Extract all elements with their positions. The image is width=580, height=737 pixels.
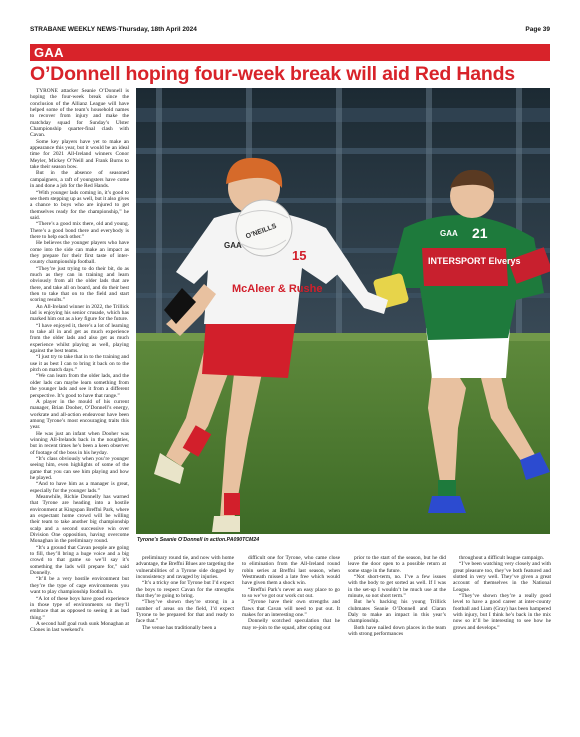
tyrone-jersey-sponsor: McAleer & Rushe	[232, 283, 323, 295]
paragraph: An All-Ireland winner in 2022, the Trillick lad is enjoying his senior crusade, which has marked him out as a key figure for the future.	[30, 303, 129, 323]
section-label: GAA	[34, 45, 64, 60]
tyrone-jersey-number: 15	[292, 248, 307, 263]
paragraph: “I just try to take that in to the training and use it as best I can to bring it back on to the pitch on match days.”	[30, 354, 129, 374]
paragraph: TYRONE attacker Seanie O’Donnell is hoping the four-week break since the conclusion of the Allianz League will have helped some of the team’s household names to recover from injury and make the matchday squad for Sunday’s Ulster Championship quarter-final clash with Cavan.	[30, 88, 129, 139]
mayo-jersey-sponsor: INTERSPORT Elverys	[428, 256, 521, 266]
paragraph: prior to the start of the season, but he did leave the door open to a possible return at some stage in the future.	[348, 555, 446, 574]
paragraph: He was just an infant when Dooher was winning All-Irelands back in the noughties, but in recent times he’s been a keen observer of footage of the boss in his heyday.	[30, 430, 129, 456]
paragraph: Meanwhile, Richie Donnelly has warned that Tyrone are heading into a hostile environment at Kingspan Breffni Park, where an expectant home crowd will be willing their team to take another big championship scalp and a second successive win over Division One opposition, having overcome Monaghan in the preliminary round.	[30, 494, 129, 545]
paragraph: “It’ll be a very hostile environment but they’re the type of cage environments you want to play championship football in.	[30, 576, 129, 596]
football	[236, 200, 292, 256]
match-photo	[136, 88, 550, 534]
paragraph: “Not short-term, no. I’ve a few issues with the body to get sorted as well. If I was in the set-up I wouldn’t be much use at the minute, so not short term.”	[348, 574, 446, 600]
paragraph: The venue has traditionally been a	[142, 624, 217, 631]
paragraph: “I have enjoyed it, there’s a lot of learning to take all in and get as much experience from the older lads and also get as much experience whilst playing as well, playing against the best teams.	[30, 322, 129, 355]
photo-caption: Tyrone’s Seanie O’Donnell in action.PA090TCM24	[137, 537, 260, 543]
tyrone-jersey-gaa: GAA	[224, 241, 242, 250]
paragraph: “It’s a ground that Cavan people are going to fill, they’ll bring a huge voice and a big crowd to that game so we’ll say it’s something the lads will prepare for,” said Donnelly.	[30, 544, 129, 577]
paragraph: preliminary round tie, and now with home advantage, the Breffni Blues are targeting the vulnerabilities of a Tyrone side dogged by inconsistency and ravaged by injuries.	[136, 555, 234, 581]
ball-brand: O’NEILLS	[244, 222, 278, 241]
paragraph: “They’ve shown they’re strong in a number of areas on the field, I’d expect Tyrone to be prepared for that and ready to face that.”	[136, 599, 234, 625]
paragraph: “It’s a tricky one for Tyrone but I’d expect the boys to respect Cavan for the strengths that they’re going to bring.	[136, 580, 234, 600]
paragraph: “A lot of these boys have good experience in those type of environments so they’ll embrace that as opposed to seeing it as bad thing.”	[30, 595, 129, 621]
masthead-paper: STRABANE WEEKLY NEWS-Thursday, 18th April 2024	[30, 26, 197, 33]
paragraph: A second half goal rush sunk Monaghan at Clones in last weekend’s	[30, 620, 129, 634]
paragraph: difficult one for Tyrone, who came close to elimination from the All-Ireland round robin series at Breffni last season, when Westmeath missed a late free which would have given them a shock win.	[242, 555, 340, 587]
paragraph: But in the absence of seasoned campaigners, a raft of youngsters have come in and done a job for the Red Hands.	[30, 170, 129, 190]
paragraph: He believes the younger players who have come into the side can make an impact as they prepare for their first taste of inter-county championship football.	[30, 240, 129, 266]
article-column-1	[30, 88, 129, 634]
paragraph: A player in the mould of his current manager, Brian Dooher, O’Donnell’s energy, workrate and all-action endeavour have been among Tyrone’s most encouraging traits this year.	[30, 398, 129, 431]
paragraph: “They’re just trying to do their bit, do as much as they can in training and learn obviously from all the older lads that are there, and take all on board, and do their best then to take that on to the field and start scoring results.”	[30, 265, 129, 304]
paragraph: “With younger lads coming in, it’s good to see them stepping up as well, but it also gives a chance to boys who are injured to get themselves ready for the championship,” he said.	[30, 189, 129, 221]
paragraph: “It’s class obviously when you’re younger seeing him, even highlights of some of the game that you can see him playing and how he played.	[30, 455, 129, 481]
mayo-jersey-number: 21	[472, 225, 488, 241]
paragraph: Donnelly scotched speculation that he may re-join to the squad, after opting out	[242, 618, 340, 631]
paragraph: “There’s a good mix there, old and young. There’s a good bond there and everybody is there to help each other.”	[30, 221, 129, 240]
article-column-2	[136, 555, 234, 631]
paragraph: Some key players have yet to make an appearance this year, but it would be an ideal time for 2021 All-Ireland winners Conor Meyler, Mickey O’Neill and Frank Burns to take their season bow.	[30, 138, 129, 171]
paragraph: “And to have him as a manager is great, especially for the younger lads.”	[30, 481, 129, 494]
article-column-5	[453, 555, 551, 631]
paragraph: “I’ve been watching very closely and with great pleasure too, they’ve both featured and slotted in very well. They’ve given a great account of themselves in the National League.	[453, 561, 551, 593]
paragraph: Both have nailed down places in the team with strong performances	[348, 624, 446, 638]
paragraph: But he’s backing his young Trillick clubmates Seanie O’Donnell and Ciaran Daly to make an impact in this year’s championship.	[348, 599, 446, 625]
paragraph: throughout a difficult league campaign.	[459, 555, 545, 561]
paragraph: “Breffni Park’s never an easy place to go to so we’ve got our work cut out.	[242, 586, 340, 600]
masthead	[30, 26, 550, 36]
article-column-4	[348, 555, 446, 637]
section-bar	[30, 44, 550, 61]
page-number: Page 39	[525, 26, 550, 33]
headline: O’Donnell hoping four-week break will aid Red Hands	[30, 63, 515, 85]
mayo-jersey-gaa: GAA	[440, 229, 458, 238]
paragraph: “Tyrone have their own strengths and flaws that Cavan will need to put out. It makes for an interesting one.”	[242, 599, 340, 619]
article-column-3	[242, 555, 340, 631]
photo-illustration	[136, 88, 550, 534]
paragraph: “They’ve shown they’re a really good level to have a good career at inter-county football and Liam (Gray) has been hampered with injury, but I think he’s back in the mix now so it’ll be interesting to see how he grows and develops.”	[453, 593, 551, 631]
paragraph: “We can learn from the older lads, and the older lads can maybe learn something from the younger lads and see it from a different perspective. It’s good to have that range.”	[30, 373, 129, 399]
